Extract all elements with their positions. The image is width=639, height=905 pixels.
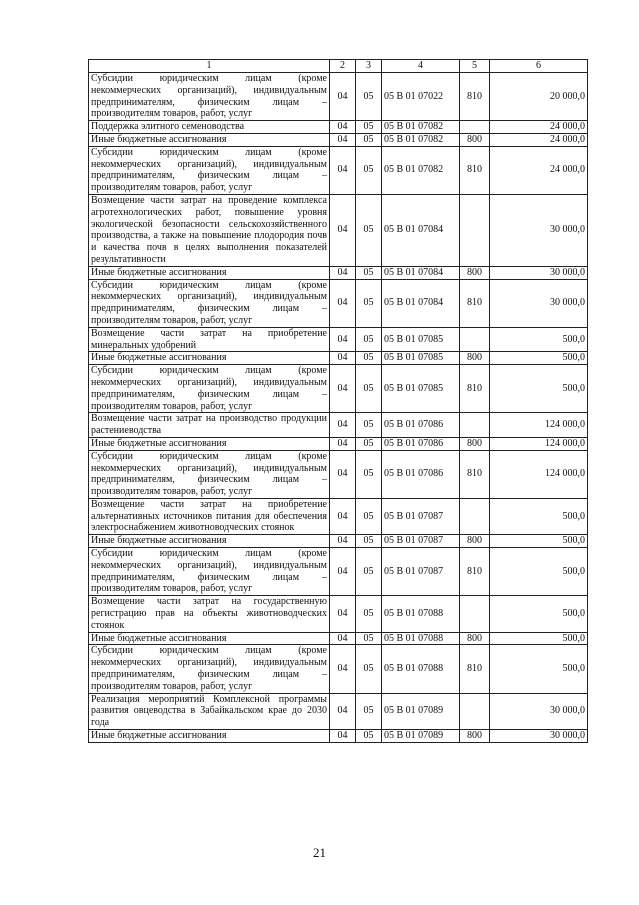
- section-cell: 04: [330, 279, 356, 327]
- subsection-cell: 05: [356, 596, 382, 632]
- table-row: [89, 450, 588, 498]
- section-cell: 04: [330, 693, 356, 729]
- item-name-cell: Поддержка элитного семеноводства: [89, 121, 330, 134]
- section-cell: 04: [330, 548, 356, 596]
- target-article-cell: 05 В 01 07082: [382, 146, 460, 194]
- amount-cell: 500,0: [490, 352, 588, 365]
- table-row: [89, 645, 588, 693]
- table-row: [89, 365, 588, 413]
- section-cell: 04: [330, 352, 356, 365]
- section-cell: 04: [330, 413, 356, 438]
- target-article-cell: 05 В 01 07088: [382, 645, 460, 693]
- amount-cell: 124 000,0: [490, 413, 588, 438]
- item-name-cell: Иные бюджетные ассигнования: [89, 632, 330, 645]
- amount-cell: 500,0: [490, 596, 588, 632]
- subsection-cell: 05: [356, 437, 382, 450]
- item-name-cell: Субсидии юридическим лицам (кроме некоммерческих организаций), индивидуальным предпринимателям, физическим лицам – производителям товаров, работ, услуг: [89, 146, 330, 194]
- section-cell: 04: [330, 327, 356, 352]
- table-row: [89, 693, 588, 729]
- item-name-cell: Возмещение части затрат на производство продукции растениеводства: [89, 413, 330, 438]
- expense-type-cell: 810: [460, 450, 490, 498]
- subsection-cell: 05: [356, 413, 382, 438]
- target-article-cell: 05 В 01 07086: [382, 450, 460, 498]
- expense-type-cell: [460, 413, 490, 438]
- expense-type-cell: [460, 498, 490, 534]
- target-article-cell: 05 В 01 07086: [382, 437, 460, 450]
- section-cell: 04: [330, 194, 356, 266]
- expense-type-cell: [460, 327, 490, 352]
- table-row: [89, 279, 588, 327]
- target-article-cell: 05 В 01 07084: [382, 279, 460, 327]
- subsection-cell: 05: [356, 632, 382, 645]
- subsection-cell: 05: [356, 693, 382, 729]
- table-row: [89, 266, 588, 279]
- section-cell: 04: [330, 121, 356, 134]
- item-name-cell: Субсидии юридическим лицам (кроме некоммерческих организаций), индивидуальным предпринимателям, физическим лицам – производителям товаров, работ, услуг: [89, 279, 330, 327]
- table-row: [89, 632, 588, 645]
- subsection-cell: 05: [356, 266, 382, 279]
- column-header: 6: [490, 60, 588, 73]
- amount-cell: 24 000,0: [490, 121, 588, 134]
- expense-type-cell: 810: [460, 279, 490, 327]
- item-name-cell: Возмещение части затрат на приобретение альтернативных источников питания для обеспечения электроснабжением животноводческих стоянок: [89, 498, 330, 534]
- expense-type-cell: [460, 121, 490, 134]
- table-row: [89, 596, 588, 632]
- target-article-cell: 05 В 01 07082: [382, 121, 460, 134]
- subsection-cell: 05: [356, 279, 382, 327]
- section-cell: 04: [330, 730, 356, 743]
- amount-cell: 500,0: [490, 327, 588, 352]
- target-article-cell: 05 В 01 07087: [382, 548, 460, 596]
- section-cell: 04: [330, 535, 356, 548]
- expense-type-cell: [460, 693, 490, 729]
- expense-type-cell: 810: [460, 548, 490, 596]
- amount-cell: 24 000,0: [490, 133, 588, 146]
- target-article-cell: 05 В 01 07084: [382, 266, 460, 279]
- target-article-cell: 05 В 01 07087: [382, 498, 460, 534]
- subsection-cell: 05: [356, 645, 382, 693]
- amount-cell: 30 000,0: [490, 194, 588, 266]
- subsection-cell: 05: [356, 535, 382, 548]
- item-name-cell: Иные бюджетные ассигнования: [89, 133, 330, 146]
- amount-cell: 30 000,0: [490, 730, 588, 743]
- amount-cell: 30 000,0: [490, 279, 588, 327]
- item-name-cell: Иные бюджетные ассигнования: [89, 535, 330, 548]
- target-article-cell: 05 В 01 07088: [382, 596, 460, 632]
- amount-cell: 500,0: [490, 498, 588, 534]
- section-cell: 04: [330, 498, 356, 534]
- expense-type-cell: 810: [460, 73, 490, 121]
- amount-cell: 500,0: [490, 548, 588, 596]
- table-row: [89, 730, 588, 743]
- section-cell: 04: [330, 73, 356, 121]
- section-cell: 04: [330, 133, 356, 146]
- amount-cell: 124 000,0: [490, 437, 588, 450]
- table-row: [89, 73, 588, 121]
- subsection-cell: 05: [356, 450, 382, 498]
- subsection-cell: 05: [356, 73, 382, 121]
- item-name-cell: Иные бюджетные ассигнования: [89, 266, 330, 279]
- target-article-cell: 05 В 01 07087: [382, 535, 460, 548]
- item-name-cell: Субсидии юридическим лицам (кроме некоммерческих организаций), индивидуальным предпринимателям, физическим лицам – производителям товаров, работ, услуг: [89, 548, 330, 596]
- section-cell: 04: [330, 645, 356, 693]
- table-row: [89, 121, 588, 134]
- column-header: 1: [89, 60, 330, 73]
- subsection-cell: 05: [356, 548, 382, 596]
- expense-type-cell: 810: [460, 365, 490, 413]
- section-cell: 04: [330, 365, 356, 413]
- item-name-cell: Иные бюджетные ассигнования: [89, 352, 330, 365]
- table-row: [89, 413, 588, 438]
- item-name-cell: Иные бюджетные ассигнования: [89, 437, 330, 450]
- amount-cell: 500,0: [490, 645, 588, 693]
- expense-type-cell: 810: [460, 146, 490, 194]
- amount-cell: 500,0: [490, 535, 588, 548]
- subsection-cell: 05: [356, 146, 382, 194]
- amount-cell: 30 000,0: [490, 266, 588, 279]
- table-row: [89, 498, 588, 534]
- target-article-cell: 05 В 01 07089: [382, 730, 460, 743]
- expense-type-cell: 800: [460, 352, 490, 365]
- amount-cell: 500,0: [490, 365, 588, 413]
- section-cell: 04: [330, 632, 356, 645]
- column-header: 3: [356, 60, 382, 73]
- expense-type-cell: 800: [460, 730, 490, 743]
- expense-type-cell: 800: [460, 535, 490, 548]
- table-row: [89, 437, 588, 450]
- expense-type-cell: [460, 194, 490, 266]
- column-header: 2: [330, 60, 356, 73]
- item-name-cell: Возмещение части затрат на проведение комплекса агротехнологических работ, повышение уровня экологической безопасности сельскохозяйственного производства, а также на повышение плодородия почв и качества почв в целях выполнения показателей результативности: [89, 194, 330, 266]
- expense-type-cell: 810: [460, 645, 490, 693]
- table-row: [89, 327, 588, 352]
- subsection-cell: 05: [356, 352, 382, 365]
- subsection-cell: 05: [356, 121, 382, 134]
- target-article-cell: 05 В 01 07082: [382, 133, 460, 146]
- table-row: [89, 133, 588, 146]
- section-cell: 04: [330, 266, 356, 279]
- section-cell: 04: [330, 596, 356, 632]
- amount-cell: 124 000,0: [490, 450, 588, 498]
- table-header-row: [89, 60, 588, 73]
- table-row: [89, 548, 588, 596]
- subsection-cell: 05: [356, 194, 382, 266]
- expense-type-cell: 800: [460, 133, 490, 146]
- section-cell: 04: [330, 146, 356, 194]
- target-article-cell: 05 В 01 07084: [382, 194, 460, 266]
- section-cell: 04: [330, 450, 356, 498]
- section-cell: 04: [330, 437, 356, 450]
- budget-table: [88, 59, 588, 743]
- table-row: [89, 535, 588, 548]
- column-header: 5: [460, 60, 490, 73]
- item-name-cell: Субсидии юридическим лицам (кроме некоммерческих организаций), индивидуальным предпринимателям, физическим лицам – производителям товаров, работ, услуг: [89, 645, 330, 693]
- subsection-cell: 05: [356, 730, 382, 743]
- table-row: [89, 194, 588, 266]
- table-row: [89, 352, 588, 365]
- item-name-cell: Иные бюджетные ассигнования: [89, 730, 330, 743]
- expense-type-cell: 800: [460, 437, 490, 450]
- item-name-cell: Возмещение части затрат на приобретение минеральных удобрений: [89, 327, 330, 352]
- subsection-cell: 05: [356, 365, 382, 413]
- item-name-cell: Субсидии юридическим лицам (кроме некоммерческих организаций), индивидуальным предпринимателям, физическим лицам – производителям товаров, работ, услуг: [89, 73, 330, 121]
- subsection-cell: 05: [356, 327, 382, 352]
- target-article-cell: 05 В 01 07085: [382, 327, 460, 352]
- amount-cell: 24 000,0: [490, 146, 588, 194]
- subsection-cell: 05: [356, 133, 382, 146]
- amount-cell: 500,0: [490, 632, 588, 645]
- item-name-cell: Возмещение части затрат на государственную регистрацию прав на объекты животноводческих стоянок: [89, 596, 330, 632]
- amount-cell: 20 000,0: [490, 73, 588, 121]
- expense-type-cell: 800: [460, 632, 490, 645]
- target-article-cell: 05 В 01 07089: [382, 693, 460, 729]
- target-article-cell: 05 В 01 07088: [382, 632, 460, 645]
- amount-cell: 30 000,0: [490, 693, 588, 729]
- target-article-cell: 05 В 01 07085: [382, 365, 460, 413]
- target-article-cell: 05 В 01 07086: [382, 413, 460, 438]
- expense-type-cell: 800: [460, 266, 490, 279]
- column-header: 4: [382, 60, 460, 73]
- table-row: [89, 146, 588, 194]
- expense-type-cell: [460, 596, 490, 632]
- subsection-cell: 05: [356, 498, 382, 534]
- item-name-cell: Субсидии юридическим лицам (кроме некоммерческих организаций), индивидуальным предпринимателям, физическим лицам – производителям товаров, работ, услуг: [89, 450, 330, 498]
- target-article-cell: 05 В 01 07085: [382, 352, 460, 365]
- item-name-cell: Субсидии юридическим лицам (кроме некоммерческих организаций), индивидуальным предпринимателям, физическим лицам – производителям товаров, работ, услуг: [89, 365, 330, 413]
- target-article-cell: 05 В 01 07022: [382, 73, 460, 121]
- page-number: 21: [313, 845, 326, 860]
- item-name-cell: Реализация мероприятий Комплексной программы развития овцеводства в Забайкальском крае до 2030 года: [89, 693, 330, 729]
